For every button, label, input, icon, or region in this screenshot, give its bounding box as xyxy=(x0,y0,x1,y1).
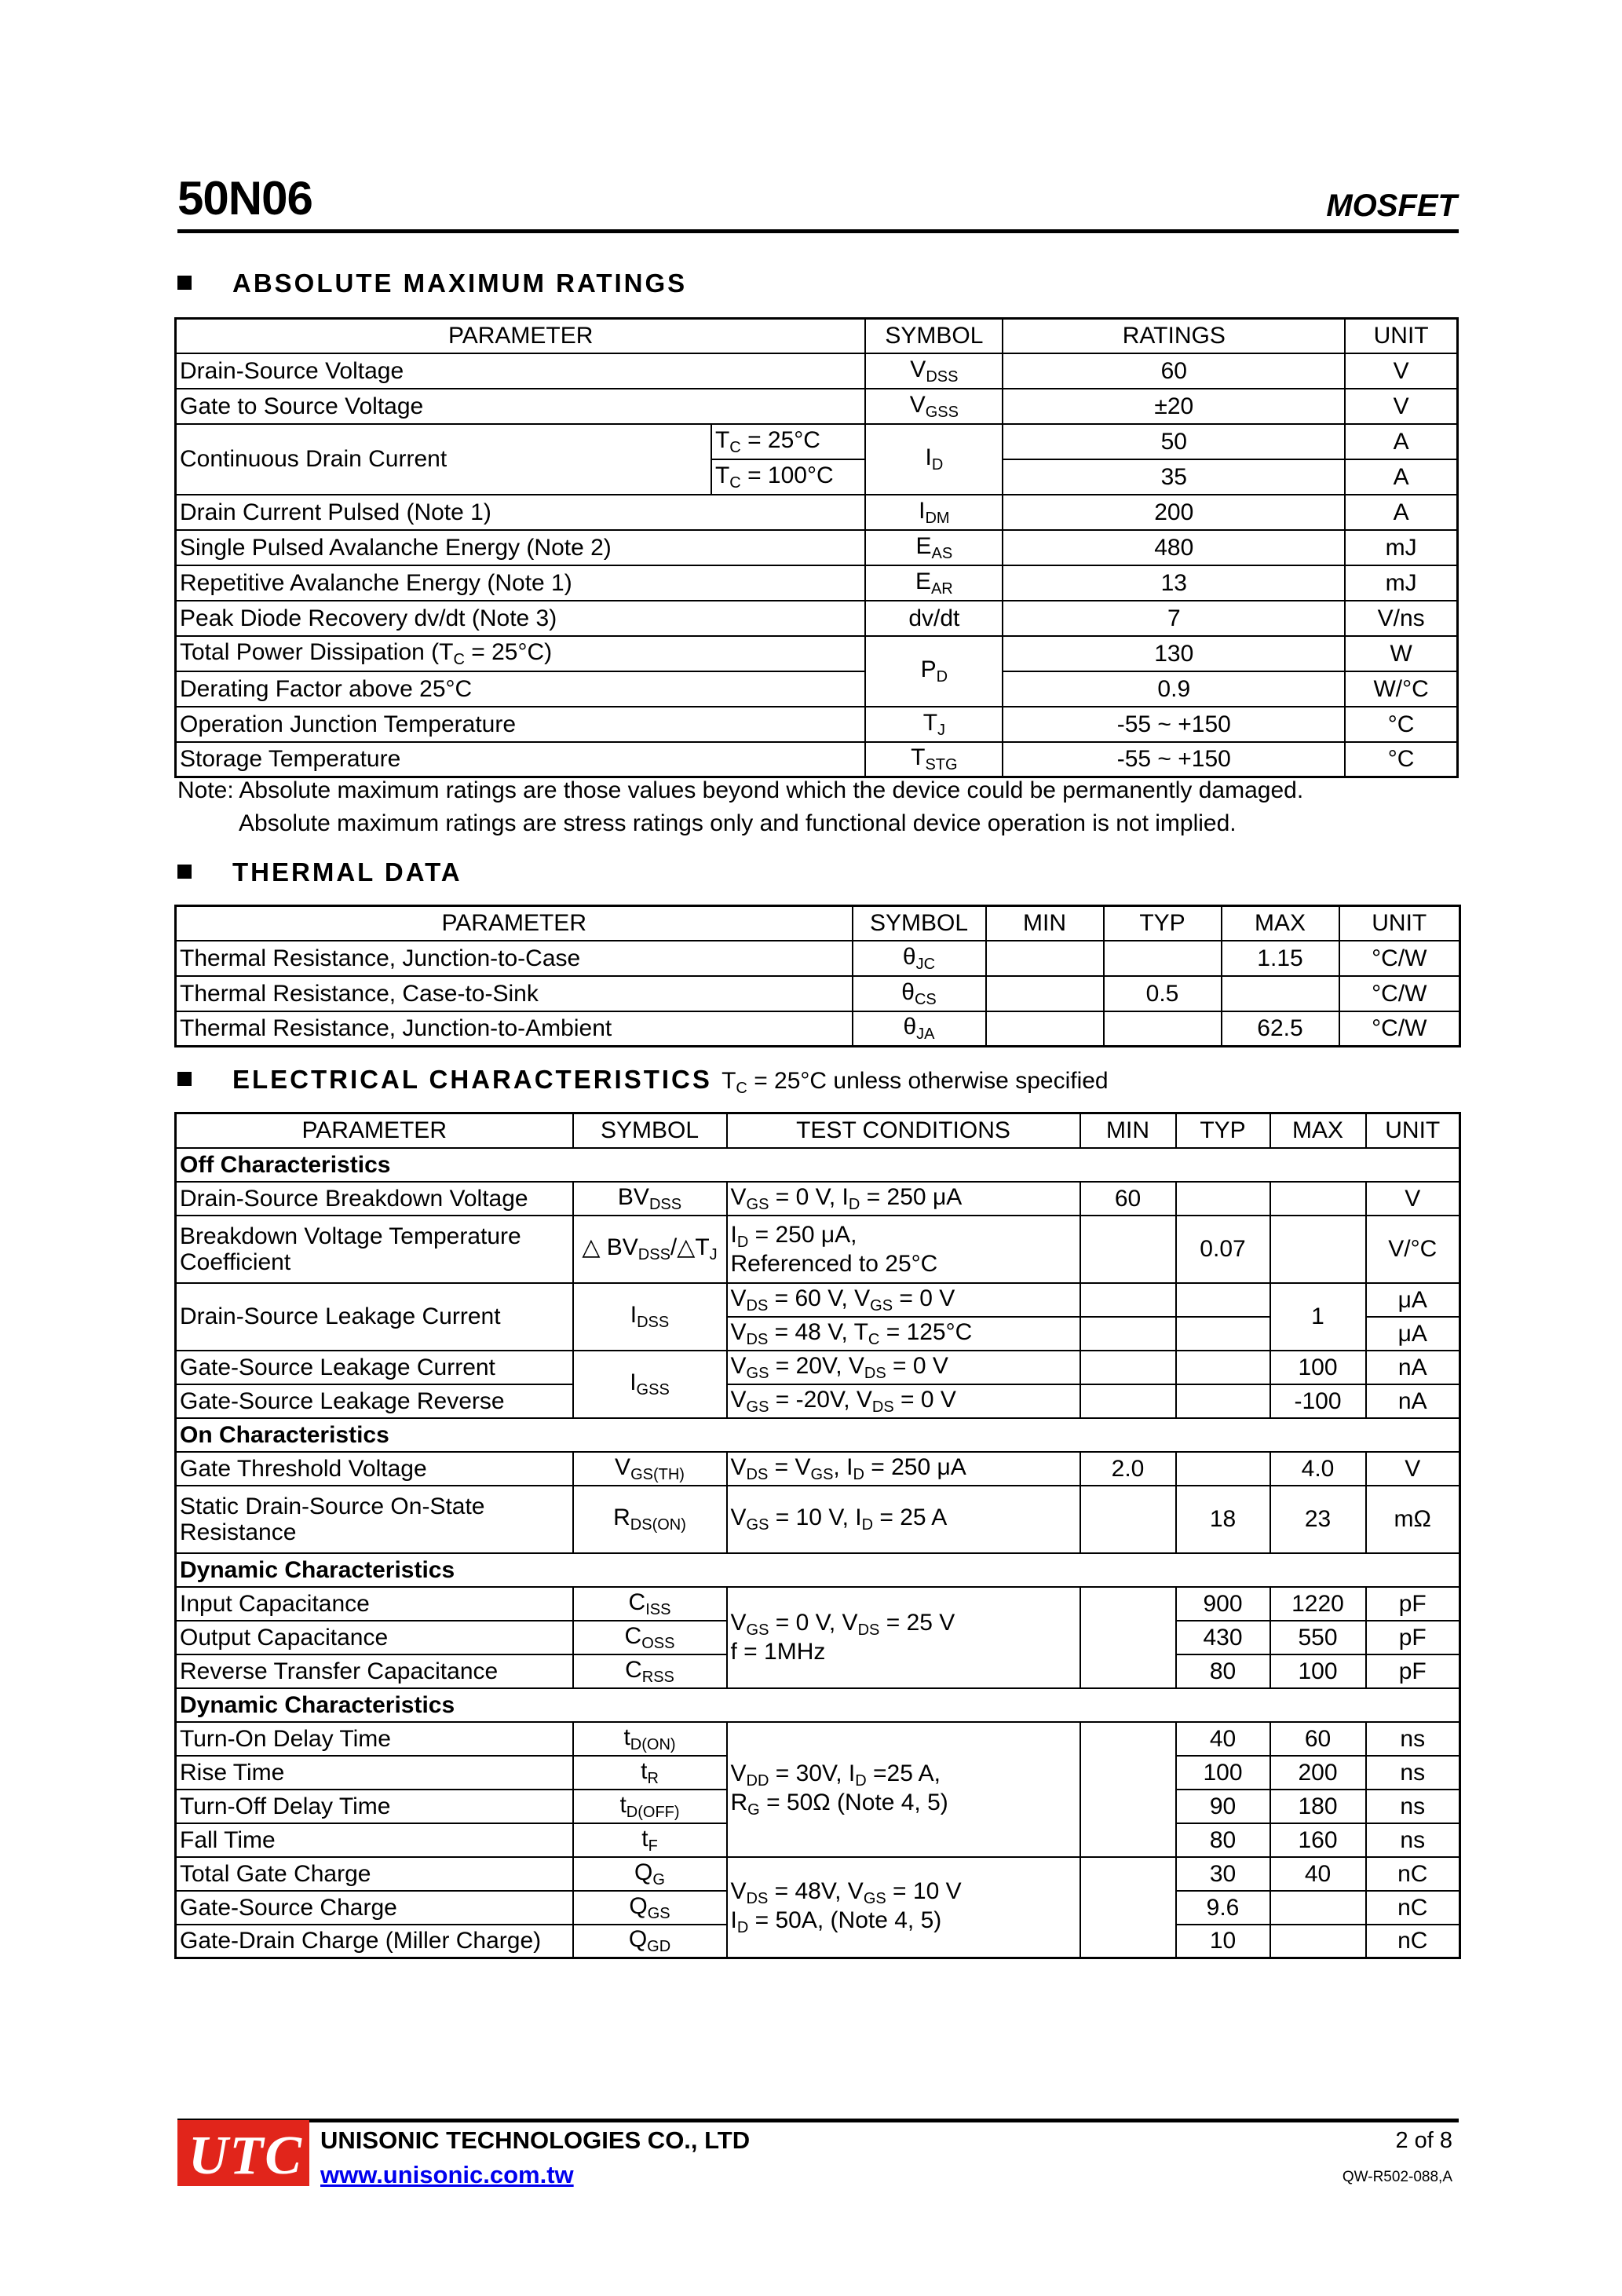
table-row: Total Gate Charge $Q_G$ $V_{DS} = 48V$, $V_{GS} = 10$ V $I_D = 50A$, (Note 4, 5) 30 40 nC xyxy=(176,1857,1460,1891)
website-link[interactable]: www.unisonic.com.tw xyxy=(320,2161,574,2188)
device-type: MOSFET xyxy=(1326,188,1457,223)
group-row: Dynamic Characteristics xyxy=(176,1553,1460,1587)
table-row: Rise Time $t_R$ 100 200 ns xyxy=(176,1756,1460,1790)
table-row: Derating Factor above 25°C 0.9 W/°C xyxy=(176,671,1458,707)
square-bullet-icon xyxy=(177,865,192,879)
table-row: Thermal Resistance, Case-to-Sink $\theta_{CS}$ 0.5 °C/W xyxy=(176,976,1460,1011)
table-row: Gate-Drain Charge (Miller Charge) $Q_{GD}$ 10 nC xyxy=(176,1925,1460,1958)
company-name: UNISONIC TECHNOLOGIES CO., LTD xyxy=(320,2126,751,2154)
table-row: Gate-Source Leakage Reverse $V_{GS} = -20V$, $V_{DS} = 0$ V -100 nA xyxy=(176,1384,1460,1418)
table-row: Fall Time $t_F$ 80 160 ns xyxy=(176,1823,1460,1857)
table-row: Gate-Source Charge $Q_{GS}$ 9.6 nC xyxy=(176,1891,1460,1925)
section-title-thermal: THERMAL DATA xyxy=(177,857,462,887)
thermal-table: PARAMETER SYMBOL MIN TYP MAX UNIT Thermal Resistance, Junction-to-Case $\theta_{JC}$ 1.15 °C/W Thermal Resistance, Case-to-Sink $\theta_{CS}$ 0.5 °C/W Thermal Resistance, Junction-to-Ambient $\theta_{JA}$ 62.5 °C/W xyxy=(174,905,1461,1047)
table-row: Drain-Source Breakdown Voltage $BV_{DSS}$ $V_{GS} = 0$ V, $I_D = 250$ μA 60 V xyxy=(176,1182,1460,1216)
table-row: Input Capacitance $C_{ISS}$ $V_{GS} = 0$ V, $V_{DS} = 25$ V f = 1MHz 900 1220 pF xyxy=(176,1587,1460,1621)
table-row: $T_C = 100^\circ C$ 35 A xyxy=(176,459,1458,495)
table-row: $V_{DS} = 48$ V, $T_C = 125^\circ C$ μA xyxy=(176,1317,1460,1351)
footer-rule xyxy=(177,2119,1459,2122)
section-title-elec: ELECTRICAL CHARACTERISTICS $T_C = 25^\circ C$ unless otherwise specified xyxy=(177,1065,1109,1098)
table-row: Single Pulsed Avalanche Energy (Note 2) $E_{AS}$ 480 mJ xyxy=(176,530,1458,565)
page-number: 2 of 8 xyxy=(1395,2128,1452,2153)
table-row: Turn-On Delay Time $t_{D(ON)}$ $V_{DD} = 30V$, $I_D =25$ A, $R_G = 50\Omega$ (Note 4, 5) 40 60 ns xyxy=(176,1722,1460,1756)
table-row: Drain-Source Leakage Current $I_{DSS}$ $V_{DS} = 60$ V, $V_{GS} = 0$ V 1 μA xyxy=(176,1283,1460,1317)
square-bullet-icon xyxy=(177,276,192,290)
table-row: Gate-Source Leakage Current $I_{GSS}$ $V_{GS} = 20V$, $V_{DS} = 0$ V 100 nA xyxy=(176,1351,1460,1384)
table-row: Gate Threshold Voltage $V_{GS(TH)}$ $V_{DS} = V_{GS}$, $I_D = 250$ μA 2.0 4.0 V xyxy=(176,1452,1460,1486)
table-row: Turn-Off Delay Time $t_{D(OFF)}$ 90 180 ns xyxy=(176,1790,1460,1823)
table-row: Gate to Source Voltage $V_{GSS}$ ±20 V xyxy=(176,389,1458,424)
amr-head-unit: UNIT xyxy=(1345,319,1457,353)
amr-table xyxy=(174,317,1459,778)
amr-note-2: Absolute maximum ratings are stress ratings only and functional device operation is not implied. xyxy=(239,810,1237,836)
group-row: Off Characteristics xyxy=(176,1148,1460,1182)
amr-head-ratings: RATINGS xyxy=(1003,319,1345,353)
header-rule xyxy=(177,229,1459,233)
table-row: Continuous Drain Current $T_C = 25^\circ C$ $I_D$ 50 A xyxy=(176,424,1458,459)
part-number: 50N06 xyxy=(177,172,312,225)
group-row: Dynamic Characteristics xyxy=(176,1688,1460,1722)
table-row: Total Power Dissipation $(T_C = 25^\circ C)$ $P_D$ 130 W xyxy=(176,636,1458,671)
table-row: Drain Current Pulsed (Note 1) $I_{DM}$ 200 A xyxy=(176,495,1458,530)
utc-logo: UTC xyxy=(177,2120,309,2186)
table-row: Storage Temperature $T_{STG}$ -55 ~ +150 °C xyxy=(176,742,1458,777)
table-row: Peak Diode Recovery dv/dt (Note 3) dv/dt 7 V/ns xyxy=(176,601,1458,636)
document-code: QW-R502-088,A xyxy=(1342,2169,1452,2185)
section-title-amr: ABSOLUTE MAXIMUM RATINGS xyxy=(177,269,687,298)
square-bullet-icon xyxy=(177,1072,192,1086)
amr-head-param: PARAMETER xyxy=(176,319,866,353)
amr-head-symbol: SYMBOL xyxy=(865,319,1003,353)
elec-table: PARAMETER SYMBOL TEST CONDITIONS MIN TYP MAX UNIT Off Characteristics Drain-Source Breakdown Voltage $BV_{DSS}$ $V_{GS} = 0$ V, $I_D = 250$ μA 60 V Breakdown Voltage Temperature Coefficient △ $BV_{DSS}/\triangle T_J$ $I_D = 250$ μA, Referenced to 25°C 0.07 V/°C Drain-Source Leakage Current $I_{DSS}$ $V_{DS} = 60$ V, $V_{GS} = 0$ V 1 μA $V_{DS} = 48$ V, $T_C = 125^\circ C$ μA Gate-Source Leakage Current $I_{GSS}$ $V_{GS} = 20V$, $V_{DS} = 0$ V 100 nA Gate-Source Leakage Reverse $V_{GS} = -20V$, $V_{DS} = 0$ V -100 nA On Characteristics Gate Threshold Voltage $V_{GS(TH)}$ $V_{DS} = V_{GS}$, $I_D = 250$ μA 2.0 4.0 V Static Drain-Source On-State Resistance $R_{DS(ON)}$ $V_{GS} = 10$ V, $I_D = 25$ A 18 23 mΩ Dynamic Characteristics Input Capacitance $C_{ISS}$ $V_{GS} = 0$ V, $V_{DS} = 25$ V f = 1MHz 900 1220 pF Output Capacitance $C_{OSS}$ 430 550 pF Reverse Transfer Capacitance $C_{RSS}$ 80 100 pF Dynamic Characteristics Turn-On Delay Time $t_{D(ON)}$ $V_{DD} = 30V$, $I_D =25$ A, $R_G = 50\Omega$ (Note 4, 5) 40 60 ns Rise Time $t_R$ 100 200 ns Turn-Off Delay Time $t_{D(OFF)}$ 90 180 ns Fall Time $t_F$ 80 160 ns Total Gate Charge $Q_G$ $V_{DS} = 48V$, $V_{GS} = 10$ V $I_D = 50A$, (Note 4, 5) 30 40 nC Gate-Source Charge $Q_{GS}$ 9.6 nC Gate-Drain Charge (Miller Charge) $Q_{GD}$ 10 nC xyxy=(174,1112,1461,1959)
table-row: Breakdown Voltage Temperature Coefficient △ $BV_{DSS}/\triangle T_J$ $I_D = 250$ μA, Referenced to 25°C 0.07 V/°C xyxy=(176,1216,1460,1283)
table-row: Repetitive Avalanche Energy (Note 1) $E_{AR}$ 13 mJ xyxy=(176,565,1458,601)
table-row: Operation Junction Temperature $T_J$ -55 ~ +150 °C xyxy=(176,707,1458,742)
table-row: Output Capacitance $C_{OSS}$ 430 550 pF xyxy=(176,1621,1460,1654)
table-row: Thermal Resistance, Junction-to-Ambient $\theta_{JA}$ 62.5 °C/W xyxy=(176,1011,1460,1047)
group-row: On Characteristics xyxy=(176,1418,1460,1452)
table-row: Reverse Transfer Capacitance $C_{RSS}$ 80 100 pF xyxy=(176,1654,1460,1688)
table-row: Drain-Source Voltage $V_{DSS}$ 60 V xyxy=(176,353,1458,389)
table-row: Static Drain-Source On-State Resistance $R_{DS(ON)}$ $V_{GS} = 10$ V, $I_D = 25$ A 18 23 mΩ xyxy=(176,1486,1460,1553)
elec-test-condition: $T_C = 25^\circ C$ unless otherwise specified xyxy=(721,1068,1109,1097)
amr-note-1: Note: Absolute maximum ratings are those values beyond which the device could be permanently damaged. xyxy=(177,777,1304,803)
table-row: Thermal Resistance, Junction-to-Case $\theta_{JC}$ 1.15 °C/W xyxy=(176,941,1460,976)
